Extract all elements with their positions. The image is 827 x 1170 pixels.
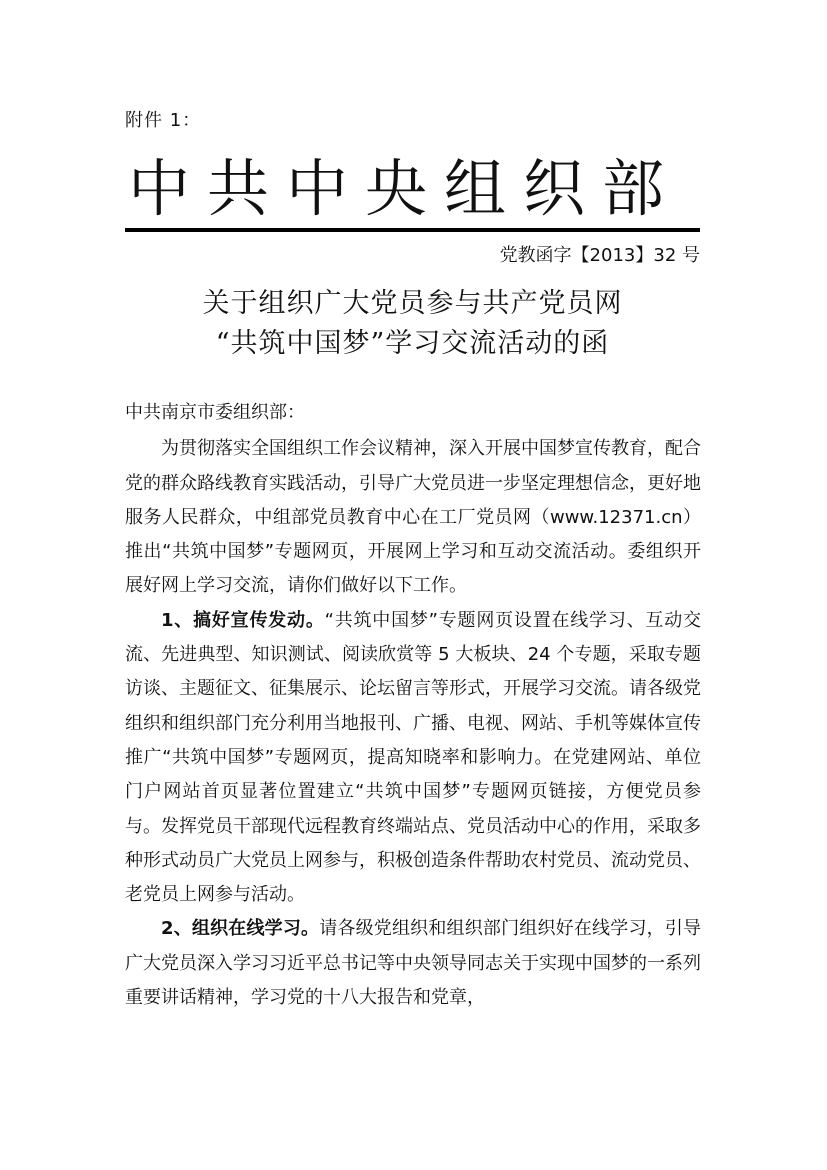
section-2-paragraph [125, 912, 701, 1015]
issuing-organization-title: 中共中央组织部 [128, 152, 682, 225]
section-2-text: 请各级党组织和组织部门组织好在线学习，引导广大党员深入学习习近平总书记等中央领导同志关于实现中国梦的一系列重要讲话精神，学习党的十八大报告和党章， [125, 918, 702, 1009]
section-1-heading: 1、搞好宣传发动。 [161, 609, 325, 631]
document-heading [125, 284, 700, 364]
document-heading-line-2: “共筑中国梦”学习交流活动的函 [215, 328, 610, 359]
title-divider-line [125, 228, 700, 232]
section-1-text: “共筑中国梦”专题网页设置在线学习、互动交流、先进典型、知识测试、阅读欣赏等 5 大板块、24 个专题，采取专题访谈、主题征文、征集展示、论坛留言等形式，开展学习交流。请各级党组织和组织部门充分利用当地报刊、广播、电视、网站、手机等媒体宣传推广“共筑中国梦”专题网页，提高知晓率和影响力。在党建网站、单位门户网站首页显著位置建立“共筑中国梦”专题网页链接，方便党员参与。发挥党员干部现代远程教育终端站点、党员活动中心的作用，采取多种形式动员广大党员上网参与，积极创造条件帮助农村党员、流动党员、老党员上网参与活动。 [125, 609, 701, 906]
intro-paragraph: 为贯彻落实全国组织工作会议精神，深入开展中国梦宣传教育，配合党的群众路线教育实践活动，引导广大党员进一步坚定理想信念，更好地服务人民群众，中组部党员教育中心在工厂党员网（www.12371.cn）推出“共筑中国梦”专题网页，开展网上学习和互动交流活动。委组织开展好网上学习交流，请你们做好以下工作。 [125, 438, 701, 597]
attachment-label: 附件 1： [125, 110, 202, 131]
section-1-paragraph [125, 604, 701, 913]
salutation: 中共南京市委组织部： [125, 402, 305, 423]
document-heading-line-1: 关于组织广大党员参与共产党员网 [202, 288, 623, 319]
document-body [125, 396, 701, 1015]
section-2-heading: 2、组织在线学习。 [161, 918, 320, 940]
document-number: 党教函字【2013】32 号 [499, 245, 700, 266]
